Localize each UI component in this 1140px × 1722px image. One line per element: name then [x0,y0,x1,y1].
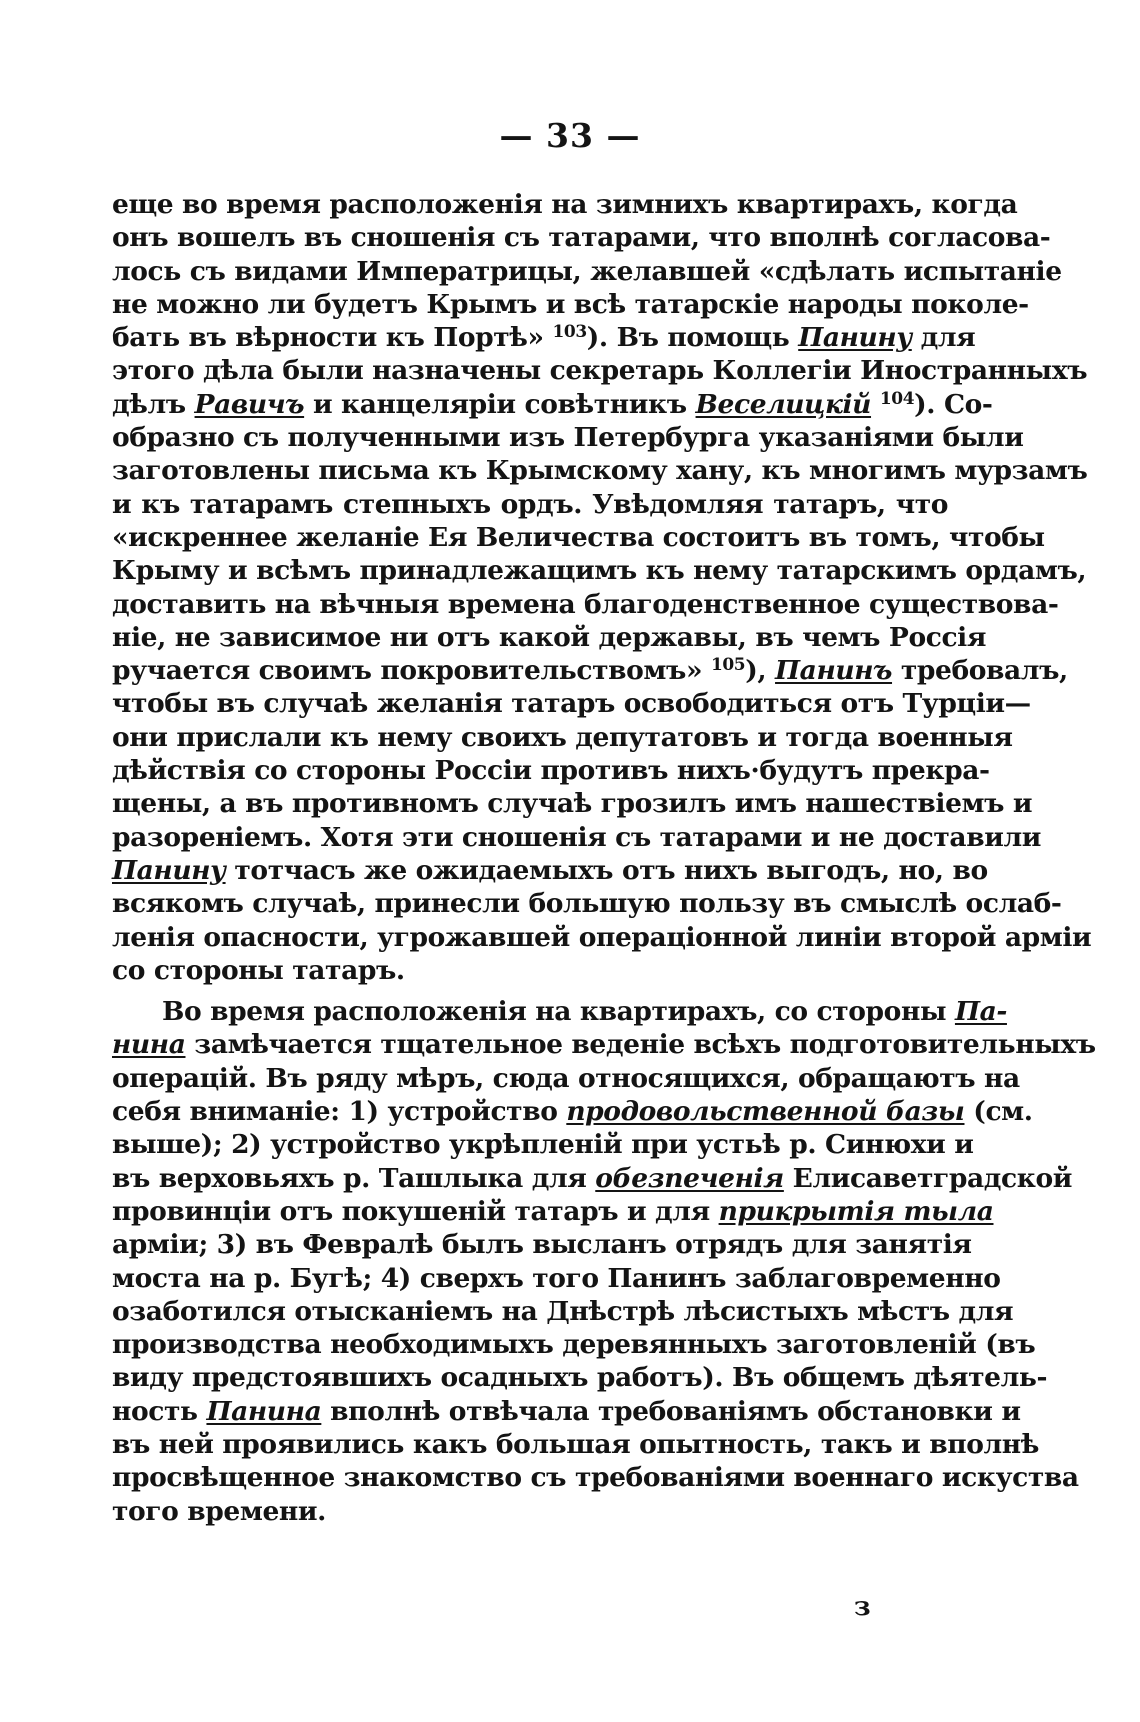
text-line [112,721,1013,754]
text-run: лось съ видами Императрицы, желавшей «сдѣлать испытаніе [112,255,1062,287]
emphasized-text: Веселицкій [695,388,872,420]
text-run: онъ вошелъ въ сношенія съ татарами, что вполнѣ согласова- [112,222,1051,254]
text-run: дѣйствія со стороны Россіи противъ нихъ·будутъ прекра- [112,755,990,787]
page-number: — 33 — [499,116,641,155]
text-run: для [911,322,976,354]
text-line [112,388,993,421]
text-line [112,221,1051,254]
text-run: образно съ полученными изъ Петербурга указаніями были [112,422,1024,454]
text-run: ніе, не зависимое ни отъ какой державы, въ чемъ Россія [112,621,987,653]
text-run: «искреннее желаніе Ея Величества состоитъ въ томъ, чтобы [112,521,1045,553]
text-run: просвѣщенное знакомство съ требованіями военнаго искуства [112,1462,1079,1494]
text-run: они прислали къ нему своихъ депутатовъ и тогда военныя [112,721,1013,753]
text-run: вполнѣ отвѣчала требованіямъ обстановки и [321,1395,1021,1427]
text-run: Елисаветградской [783,1162,1073,1194]
emphasized-text: прикрытія тыла [718,1195,994,1227]
emphasized-text: обезпеченія [595,1162,784,1194]
text-run: производства необходимыхъ деревянныхъ заготовленій (въ [112,1329,1036,1361]
text-line [112,488,948,521]
emphasized-text: Равичъ [194,388,305,420]
text-run: (см. [964,1096,1033,1128]
emphasized-text: Па- [954,996,1007,1028]
text-run: выше); 2) устройство укрѣпленій при устьѣ р. Синюхи и [112,1129,974,1161]
text-run: доставить на вѣчныя времена благоденственное существова- [112,588,1059,620]
text-line [112,1461,1079,1494]
text-run: ленія опасности, угрожавшей операціонной линіи второй арміи [112,921,1092,953]
text-run: провинціи отъ покушеній татаръ и для [112,1195,719,1227]
text-run: Во время расположенія на квартирахъ, со стороны [162,996,955,1028]
text-line [112,1361,1048,1394]
footnote-ref: 103 [552,322,587,343]
text-line [112,1062,1020,1095]
body-text [112,188,1096,1528]
text-run: операцій. Въ ряду мѣръ, сюда относящихся, обращаютъ на [112,1062,1020,1094]
text-line [112,821,1042,854]
text-line [112,1495,948,1528]
signature-mark: з [854,1592,871,1622]
text-run: моста на р. Бугѣ; 4) сверхъ того Панинъ заблаговременно [112,1262,1001,1294]
text-run: въ ней проявились какъ большая опытность, такъ и вполнѣ [112,1428,1039,1460]
text-line [112,421,1024,454]
emphasized-text: Панину [798,322,912,354]
text-line [112,588,1059,621]
text-run: ). Со- [914,388,993,420]
text-run: ность [112,1395,207,1427]
text-run: щены, а въ противномъ случаѣ грозилъ имъ нашествіемъ и [112,788,1033,820]
text-run: и канцеляріи совѣтникъ [304,388,696,420]
text-run: тотчасъ же ожидаемыхъ отъ нихъ выгодъ, но, во [225,854,988,886]
paragraph [112,995,1096,1528]
text-line [112,255,1062,288]
text-line [112,1195,994,1228]
text-line [112,854,988,887]
text-line [112,1262,1001,1295]
text-line [112,188,1018,221]
text-line [112,1028,1096,1061]
text-line [112,995,1007,1028]
text-run: ). Въ помощь [586,322,799,354]
emphasized-text: Панинъ [775,655,893,687]
text-run: ), [745,655,776,687]
footnote-ref: 105 [710,655,746,676]
text-run: бать въ вѣрности къ Портѣ» [112,322,553,354]
text-run: не можно ли будетъ Крымъ и всѣ татарскіе народы поколе- [112,288,1029,320]
text-run: Крыму и всѣмъ принадлежащимъ къ нему татарскимъ ордамъ, [112,555,1087,587]
text-line [112,1295,1014,1328]
text-line [112,654,1068,687]
text-line [112,321,976,354]
text-line [112,687,1031,720]
text-run: арміи; 3) въ Февралѣ былъ высланъ отрядъ для занятія [112,1229,972,1261]
text-run: заготовлены письма къ Крымскому хану, къ многимъ мурзамъ [112,455,1088,487]
text-run: виду предстоявшихъ осадныхъ работъ). Въ общемъ дѣятель- [112,1362,1048,1394]
text-line [112,288,1029,321]
paragraph [112,188,1092,987]
text-line [112,921,1092,954]
text-run: чтобы въ случаѣ желанія татаръ освободиться отъ Турціи— [112,688,1031,720]
text-run: этого дѣла были назначены секретарь Коллегіи Иностранныхъ [112,355,1088,387]
text-line [112,1162,1073,1195]
text-run: дѣлъ [112,388,195,420]
text-run: замѣчается тщательное веденіе всѣхъ подготовительныхъ [185,1029,1096,1061]
text-run: и къ татарамъ степныхъ ордъ. Увѣдомляя татаръ, что [112,488,948,520]
text-line [112,1395,1021,1428]
text-run: требовалъ, [892,655,1068,687]
text-line [112,1095,1033,1128]
text-line [112,787,1033,820]
text-run: ручается своимъ покровительствомъ» [112,655,711,687]
text-line [112,521,1045,554]
text-run: озаботился отысканіемъ на Днѣстрѣ лѣсистыхъ мѣстъ для [112,1295,1014,1327]
text-line [112,454,1088,487]
emphasized-text: нина [112,1029,186,1061]
emphasized-text: Панину [112,854,226,886]
text-line [112,1328,1036,1361]
text-line [112,754,990,787]
text-line [112,1428,1039,1461]
emphasized-text: продовольственной базы [566,1096,965,1128]
footnote-ref: 104 [879,388,915,409]
text-run [871,389,880,420]
text-run: того времени. [112,1495,326,1527]
text-line [112,887,1062,920]
emphasized-text: Панина [206,1395,322,1427]
text-line [112,621,987,654]
text-line [112,1228,972,1261]
text-line [112,554,1087,587]
text-line [112,954,948,987]
text-run: всякомъ случаѣ, принесли большую пользу въ смыслѣ ослаб- [112,888,1062,920]
text-run: разореніемъ. Хотя эти сношенія съ татарами и не доставили [112,821,1042,853]
text-run: себя вниманіе: 1) устройство [112,1096,567,1128]
text-run: въ верховьяхъ р. Ташлыка для [112,1162,596,1194]
text-line [112,354,1088,387]
text-line [112,1128,974,1161]
text-run: со стороны татаръ. [112,954,405,986]
text-run: еще во время расположенія на зимнихъ квартирахъ, когда [112,189,1018,220]
